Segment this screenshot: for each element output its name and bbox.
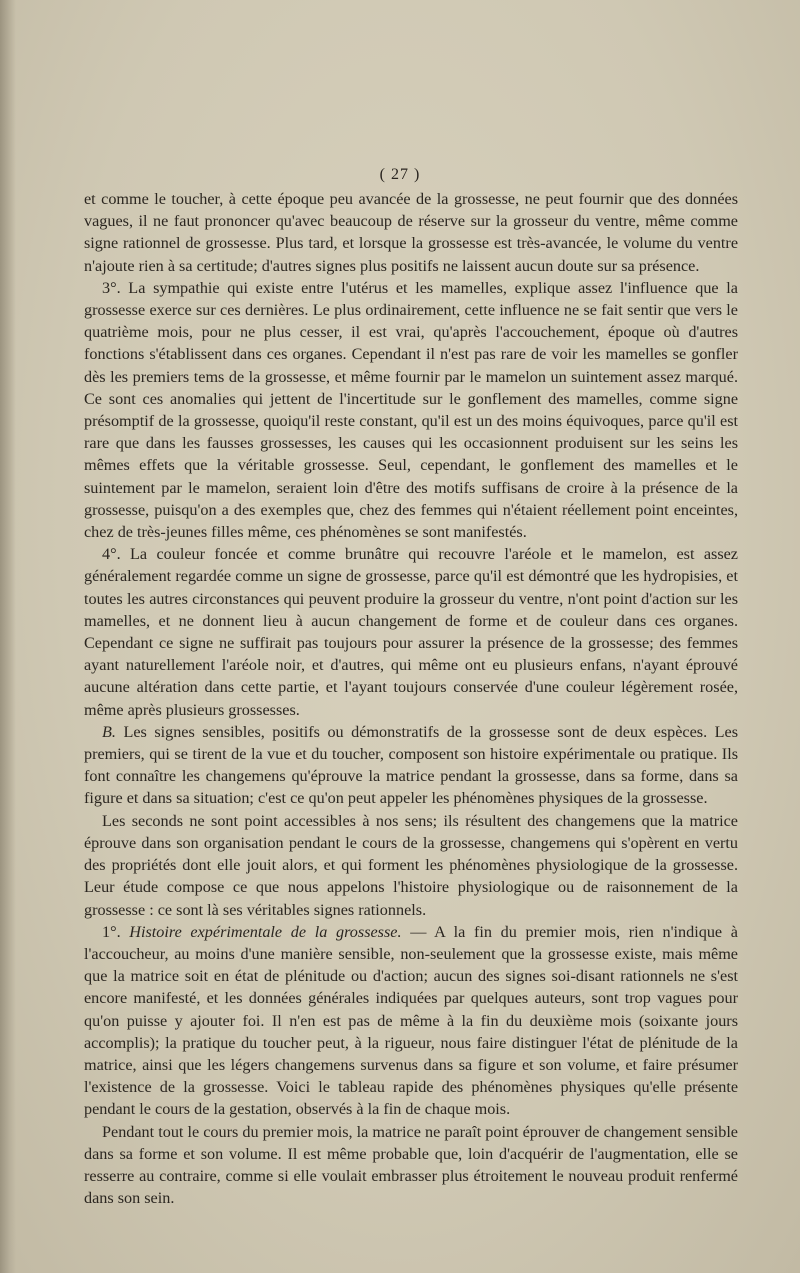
paragraph	[84, 721, 738, 810]
body-text	[84, 188, 738, 1209]
paragraph: Pendant tout le cours du premier mois, la matrice ne paraît point éprouver de changement sensible dans sa forme et son volume. Il est même probable que, loin d'acquérir de l'augmentation, elle se resserre au contraire, comme si elle voulait embrasser plus étroitement le nouveau produit renfermé dans son sein.	[84, 1122, 738, 1208]
paragraph	[84, 921, 738, 1121]
section-letter: B.	[102, 722, 116, 741]
page-binding-edge	[0, 0, 16, 1273]
page-number: ( 27 )	[379, 166, 421, 183]
paragraph-text: Les signes sensibles, positifs ou démonstratifs de la grossesse sont de deux espèces. Les premiers, qui se tirent de la vue et du toucher, composent son histoire expérimentale ou pratique. Ils font connaître les changemens qu'éprouve la matrice pendant la grossesse, dans sa forme, dans sa figure et dans sa situation; c'est ce qu'on peut appeler les phénomènes physiques de la grossesse.	[84, 722, 738, 808]
section-title: Histoire expérimentale de la grossesse.	[129, 922, 402, 941]
paragraph-text: — A la fin du premier mois, rien n'indique à l'accoucheur, au moins d'une manière sensible, non-seulement que la grossesse existe, mais même que la matrice soit en état de plénitude ou d'action; aucun des signes soi-disant rationnels ne s'est encore manifesté, et les données générales indiquées par quelques auteurs, sont trop vagues pour qu'on puisse y ajouter foi. Il n'en est pas de même à la fin du deuxième mois (soixante jours accomplis); la pratique du toucher peut, à la rigueur, nous faire distinguer l'état de plénitude de la matrice, ainsi que les légers changemens survenus dans sa figure et son volume, et faire présumer l'existence de la grossesse. Voici le tableau rapide des phénomènes physiques qu'elle présente pendant le cours de la gestation, observés à la fin de chaque mois.	[84, 922, 738, 1119]
paragraph: 3°. La sympathie qui existe entre l'utérus et les mamelles, explique assez l'influence que la grossesse exerce sur ces dernières. Le plus ordinairement, cette influence ne se fait sentir que vers le quatrième mois, pour ne plus cesser, il est vrai, qu'après l'accouchement, époque où d'autres fonctions s'établissent dans ces organes. Cependant il n'est pas rare de voir les mamelles se gonfler dès les premiers tems de la grossesse, et même fournir par le mamelon un suintement assez marqué. Ce sont ces anomalies qui jettent de l'incertitude sur le gonflement des mamelles, comme signe présomptif de la grossesse, quoiqu'il reste constant, qu'il est un des moins équivoques, parce qu'il est rare que dans les fausses grossesses, les causes qui les occasionnent produisent sur les seins les mêmes effets que la véritable grossesse. Seul, cependant, le gonflement des mamelles et le suintement par le mamelon, seraient loin d'être des motifs suffisans de croire à la présence de la grossesse, puisqu'on a des exemples que, chez des femmes qui n'étaient réellement point enceintes, chez de très-jeunes filles même, ces phénomènes se sont manifestés.	[84, 278, 738, 542]
paragraph-number: 1°.	[102, 922, 130, 941]
paragraph: et comme le toucher, à cette époque peu avancée de la grossesse, ne peut fournir que des données vagues, il ne faut prononcer qu'avec beaucoup de réserve sur la grosseur du ventre, même comme signe rationnel de grossesse. Plus tard, et lorsque la grossesse est très-avancée, le volume du ventre n'ajoute rien à sa certitude; d'autres signes plus positifs ne laissent aucun doute sur sa présence.	[84, 190, 738, 275]
paragraph: Les seconds ne sont point accessibles à nos sens; ils résultent des changemens que la matrice éprouve dans son organisation pendant le cours de la grossesse, changemens qui s'opèrent en vertu des propriétés dont elle jouit alors, et qui forment les phénomènes physiologique de la grossesse. Leur étude compose ce que nous appelons l'histoire physiologique ou de raisonnement de la grossesse : ce sont là ses véritables signes rationnels.	[84, 811, 738, 919]
paragraph: 4°. La couleur foncée et comme brunâtre qui recouvre l'aréole et le mamelon, est assez généralement regardée comme un signe de grossesse, parce qu'il est démontré que les hydropisies, et toutes les autres circonstances qui peuvent produire la grosseur du ventre, n'ont point d'action sur les mamelles, et ne donnent lieu à aucun changement de forme et de couleur dans ces organes. Cependant ce signe ne suffirait pas toujours pour assurer la présence de la grossesse; des femmes ayant naturellement l'aréole noir, et d'autres, qui même ont eu plusieurs enfans, n'ayant éprouvé aucune altération dans cette partie, et l'ayant toujours conservée d'une couleur légèrement rosée, même après plusieurs grossesses.	[84, 545, 738, 719]
